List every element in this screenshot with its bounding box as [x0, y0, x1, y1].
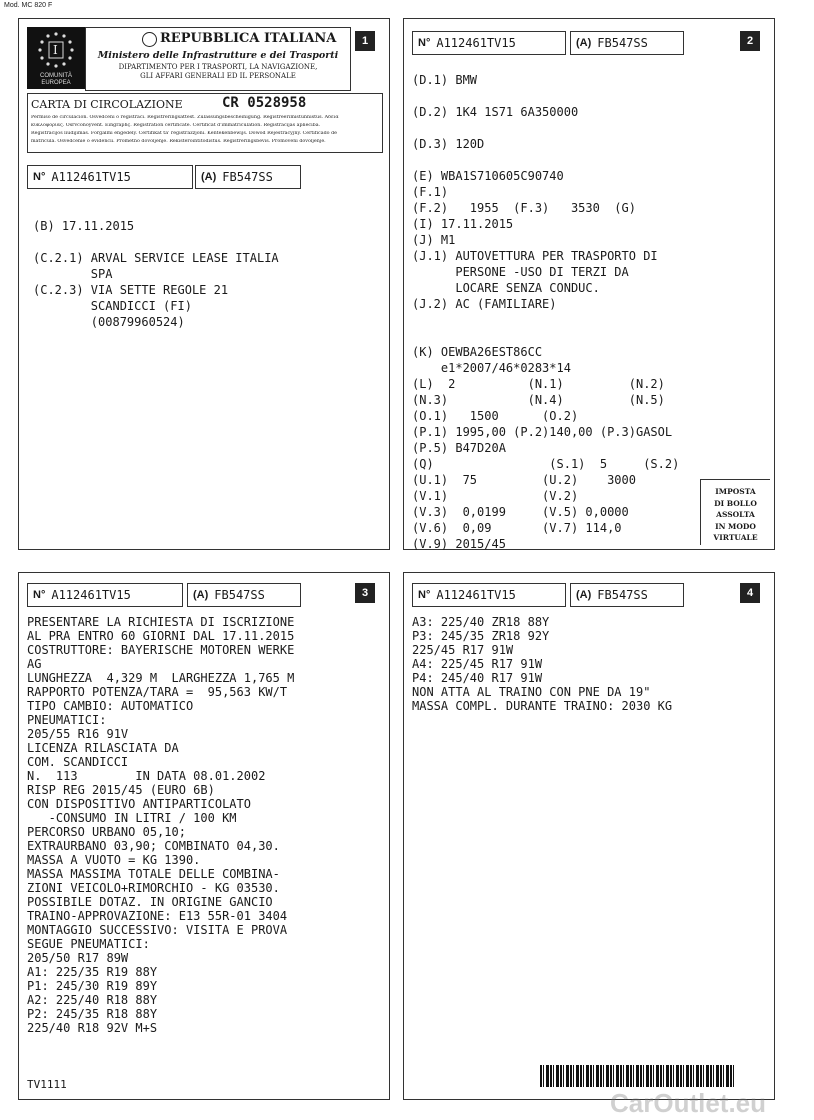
stamp-line: VIRTUALE — [713, 533, 758, 542]
text-line: (O.1) 1500 (O.2) — [412, 409, 579, 423]
text-line: e1*2007/46*0283*14 — [412, 361, 571, 375]
document-number: CR 0528958 — [222, 95, 307, 111]
multilang-line-2: κυκλοφορίας. Ōsrvconoyvent. Eingraphç. Registration certificate. Certificat d'immatriculation. Registracijas apliecība. — [31, 123, 321, 128]
a-label: (A) — [576, 37, 592, 49]
panel-3 — [18, 572, 390, 1100]
text-line: POSSIBILE DOTAZ. IN ORIGINE GANCIO — [27, 895, 273, 909]
stamp-line: IN MODO — [715, 521, 756, 531]
text-line: TRAINO-APPROVAZIONE: E13 55R-01 3404 — [27, 909, 288, 923]
text-line: COM. SCANDICCI — [27, 755, 129, 769]
registration-number-box — [27, 165, 193, 189]
text-line: (D.2) 1K4 1S71 6A350000 — [412, 105, 579, 119]
document-title: CARTA DI CIRCOLAZIONE — [31, 98, 183, 111]
text-line: MONTAGGIO SUCCESSIVO: VISITA E PROVA — [27, 923, 288, 937]
text-line: (C.2.1) ARVAL SERVICE LEASE ITALIA — [33, 251, 279, 265]
text-line: (F.1) — [412, 185, 449, 199]
a-label: (A) — [193, 589, 209, 601]
text-line: PERSONE -USO DI TERZI DA — [412, 265, 629, 279]
multilang-line-3: Registracijos liudijimas. Forgalmi engedély. Certifikat ta' registrazzjoni. Kentekenbewijs. Dowód Rejestracyjny. Certificado de — [31, 131, 337, 136]
panel-3-lines — [27, 615, 387, 1065]
barcode — [540, 1065, 734, 1087]
text-line: A3: 225/40 ZR18 88Y — [412, 615, 550, 629]
text-line: P3: 245/35 ZR18 92Y — [412, 629, 550, 643]
text-line: (V.1) (V.2) — [412, 489, 579, 503]
watermark: CarOutlet.eu — [610, 1088, 767, 1118]
text-line: MASSA COMPL. DURANTE TRAINO: 2030 KG — [412, 699, 673, 713]
text-line: EXTRAURBANO 03,90; COMBINATO 04,30. — [27, 839, 280, 853]
text-line: (J) M1 — [412, 233, 456, 247]
text-line: AL PRA ENTRO 60 GIORNI DAL 17.11.2015 — [27, 629, 295, 643]
text-line: TIPO CAMBIO: AUTOMATICO — [27, 699, 194, 713]
text-line: (V.6) 0,09 (V.7) 114,0 — [412, 521, 622, 535]
multilang-line-4: matrícula. Osvedčenie o evidencii. Prometno dovoljenje. Rekisteröintitodistus. Registreringsbevis. Promoveni dovoljenje. — [31, 139, 326, 144]
text-line: MASSA MASSIMA TOTALE DELLE COMBINA- — [27, 867, 280, 881]
text-line: (E) WBA1S710605C90740 — [412, 169, 564, 183]
department-line-1: DIPARTIMENTO PER I TRASPORTI, LA NAVIGAZIONE, — [118, 63, 318, 71]
plate-number: FB547SS — [214, 588, 265, 602]
text-line: SCANDICCI (FI) — [33, 299, 192, 313]
text-line: PNEUMATICI: — [27, 713, 107, 727]
text-line: (D.1) BMW — [412, 73, 478, 87]
text-line: (C.2.3) VIA SETTE REGOLE 21 — [33, 283, 229, 297]
text-line: RISP REG 2015/45 (EURO 6B) — [27, 783, 215, 797]
text-line: SPA — [33, 267, 113, 281]
text-line: (F.2) 1955 (F.3) 3530 (G) — [412, 201, 636, 215]
emblem-icon — [142, 32, 157, 47]
n-label: N° — [418, 37, 431, 49]
text-line: RAPPORTO POTENZA/TARA = 95,563 KW/T — [27, 685, 288, 699]
text-line: (U.1) 75 (U.2) 3000 — [412, 473, 636, 487]
registration-number: A112461TV15 — [51, 170, 131, 184]
text-line: (I) 17.11.2015 — [412, 217, 514, 231]
text-line: P1: 245/30 R19 89Y — [27, 979, 158, 993]
text-line: (N.3) (N.4) (N.5) — [412, 393, 665, 407]
text-line: P4: 245/40 R17 91W — [412, 671, 543, 685]
text-line: (K) OEWBA26EST86CC — [412, 345, 543, 359]
document-title-box — [27, 93, 383, 153]
n-label: N° — [33, 589, 46, 601]
text-line: LUNGHEZZA 4,329 M LARGHEZZA 1,765 M — [27, 671, 295, 685]
department-line-2: GLI AFFARI GENERALI ED IL PERSONALE — [140, 72, 296, 80]
text-line: (P.5) B47D20A — [412, 441, 506, 455]
text-line: PERCORSO URBANO 05,10; — [27, 825, 186, 839]
panel-4 — [403, 572, 775, 1100]
text-line: N. 113 IN DATA 08.01.2002 — [27, 769, 266, 783]
eu-flag — [27, 27, 85, 89]
text-line: (B) 17.11.2015 — [33, 219, 135, 233]
text-line: P2: 245/35 R18 88Y — [27, 1007, 158, 1021]
text-line: A1: 225/35 R19 88Y — [27, 965, 158, 979]
registration-number-box — [412, 31, 566, 55]
multilang-line-1: Permiso de circulación. Osvědčení o registraci. Registreringsattest. Zulassungsbescheinigung. Registreerimistunnistus. Άδεια — [31, 115, 339, 120]
registration-number: A112461TV15 — [436, 588, 516, 602]
registration-number-box — [412, 583, 566, 607]
panel-1-lines — [33, 219, 383, 349]
panel-2-lines — [412, 73, 772, 549]
text-line: (D.3) 120D — [412, 137, 485, 151]
plate-box — [195, 165, 301, 189]
text-line: SEGUE PNEUMATICI: — [27, 937, 150, 951]
panel-number-badge: 3 — [355, 583, 375, 603]
text-line: A4: 225/45 R17 91W — [412, 657, 543, 671]
text-line: (V.3) 0,0199 (V.5) 0,0000 — [412, 505, 629, 519]
panel-number-badge: 1 — [355, 31, 375, 51]
text-line: (P.1) 1995,00 (P.2)140,00 (P.3)GASOL — [412, 425, 673, 439]
plate-number: FB547SS — [222, 170, 273, 184]
text-line: (J.2) AC (FAMILIARE) — [412, 297, 557, 311]
panel-number-badge: 4 — [740, 583, 760, 603]
text-line: (00879960524) — [33, 315, 185, 329]
panel-2 — [403, 18, 775, 550]
text-line: LOCARE SENZA CONDUC. — [412, 281, 600, 295]
plate-box — [570, 583, 684, 607]
text-line: AG — [27, 657, 42, 671]
text-line: LICENZA RILASCIATA DA — [27, 741, 179, 755]
registration-number: A112461TV15 — [51, 588, 131, 602]
eu-label: COMUNITÀ EUROPEA — [40, 73, 72, 86]
form-code: Mod. MC 820 F — [4, 2, 53, 9]
text-line: PRESENTARE LA RICHIESTA DI ISCRIZIONE — [27, 615, 295, 629]
stamp-line: IMPOSTA — [715, 487, 756, 496]
text-line: NON ATTA AL TRAINO CON PNE DA 19" — [412, 685, 651, 699]
tax-stamp-box — [700, 479, 770, 545]
text-line: CON DISPOSITIVO ANTIPARTICOLATO — [27, 797, 251, 811]
registration-number: A112461TV15 — [436, 36, 516, 50]
panel-4-lines — [412, 615, 772, 725]
text-line: (V.9) 2015/45 — [412, 537, 506, 551]
registration-number-box — [27, 583, 183, 607]
text-line: ZIONI VEICOLO+RIMORCHIO - KG 03530. — [27, 881, 280, 895]
plate-number: FB547SS — [597, 588, 648, 602]
text-line: -CONSUMO IN LITRI / 100 KM — [27, 811, 237, 825]
text-line: MASSA A VUOTO = KG 1390. — [27, 853, 201, 867]
stamp-line: ASSOLTA — [716, 510, 755, 519]
text-line: (L) 2 (N.1) (N.2) — [412, 377, 665, 391]
eu-country-code: I — [53, 43, 58, 57]
a-label: (A) — [201, 171, 217, 183]
ministry-name: Ministero delle Infrastrutture e dei Trasporti — [97, 50, 339, 61]
text-line: 225/45 R17 91W — [412, 643, 514, 657]
header-box — [85, 27, 351, 91]
plate-box — [187, 583, 301, 607]
n-label: N° — [33, 171, 46, 183]
text-line: (J.1) AUTOVETTURA PER TRASPORTO DI — [412, 249, 658, 263]
plate-number: FB547SS — [597, 36, 648, 50]
text-line: (Q) (S.1) 5 (S.2) — [412, 457, 680, 471]
stamp-line: DI BOLLO — [714, 498, 757, 508]
text-line: 205/50 R17 89W — [27, 951, 129, 965]
a-label: (A) — [576, 589, 592, 601]
panel-1 — [18, 18, 390, 550]
text-line: A2: 225/40 R18 88Y — [27, 993, 158, 1007]
text-line: 225/40 R18 92V M+S — [27, 1021, 158, 1035]
text-line: COSTRUTTORE: BAYERISCHE MOTOREN WERKE — [27, 643, 295, 657]
republic-title: REPUBBLICA ITALIANA — [160, 31, 337, 46]
panel-3-footer: TV1111 — [27, 1078, 67, 1091]
text-line: 205/55 R16 91V — [27, 727, 129, 741]
n-label: N° — [418, 589, 431, 601]
panel-number-badge: 2 — [740, 31, 760, 51]
plate-box — [570, 31, 684, 55]
